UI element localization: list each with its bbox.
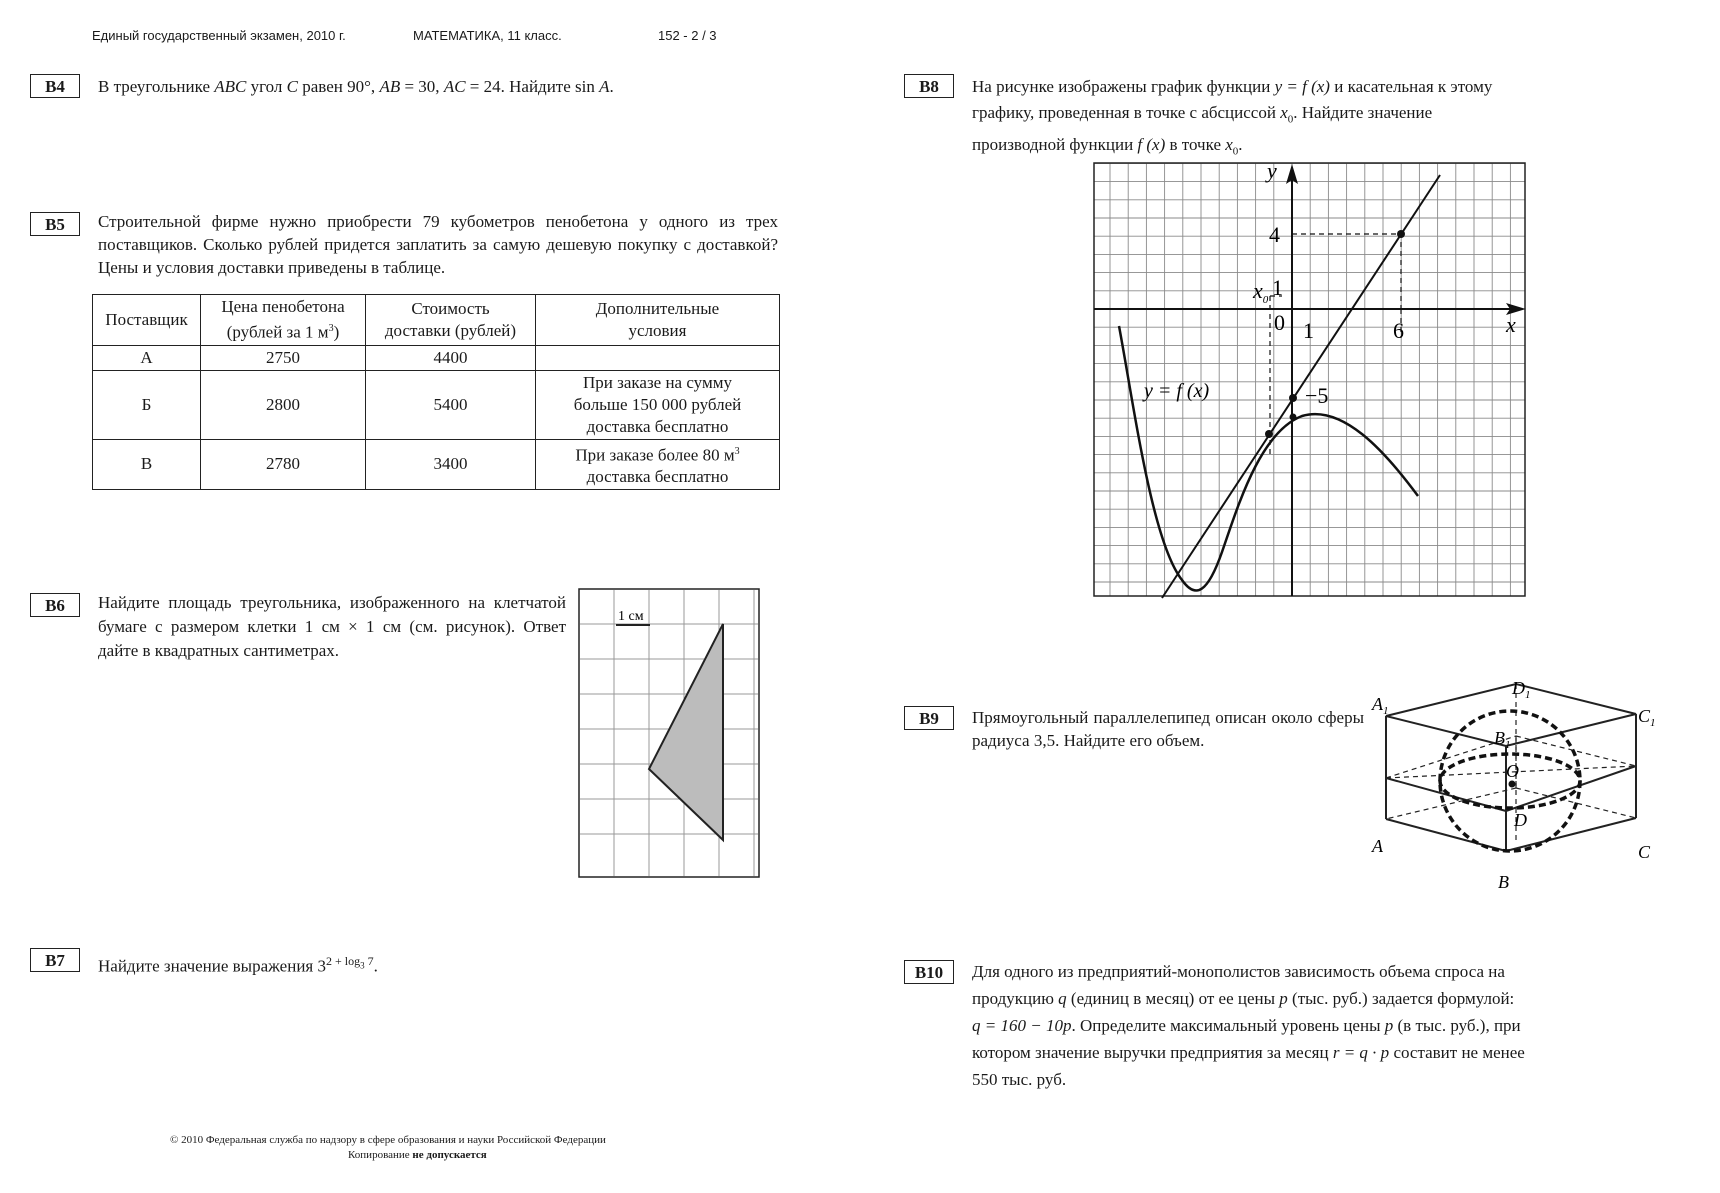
col-supplier: Поставщик	[93, 295, 201, 346]
table-header-row	[93, 295, 780, 346]
b10-line3: q = 160 − 10p. Определите максимальный уровень цены p (в тыс. руб.), при	[972, 1016, 1521, 1035]
b8-line1: На рисунке изображены график функции y = f (x) и касательная к этому	[972, 77, 1493, 96]
vertex-B: B	[1498, 872, 1509, 892]
b10-line5: 550 тыс. руб.	[972, 1070, 1067, 1089]
delivery-cell: 4400	[366, 345, 536, 370]
curve-y-point	[1290, 414, 1297, 421]
x-axis-label: x	[1506, 312, 1516, 337]
b5-text: Строительной фирме нужно приобрести 79 кубометров пенобетона у одного из трех поставщиков. Сколько рублей придется заплатить за самую дешевую покупку с доставкой? Цены и условия доставки приведены в таблице.	[98, 212, 778, 277]
col-price: Цена пенобетона (рублей за 1 $м^3$)	[201, 295, 366, 346]
header-page: 152 - 2 / 3	[658, 28, 717, 43]
tangent-point	[1265, 430, 1273, 438]
b6-grid-figure	[578, 588, 760, 878]
col-delivery: Стоимость доставки (рублей)	[366, 295, 536, 346]
conditions-cell	[536, 345, 780, 370]
supplier-table	[92, 294, 780, 490]
b10-line1: Для одного из предприятий-монополистов зависимость объема спроса на	[972, 962, 1505, 981]
b9-text: Прямоугольный параллелепипед описан около сферы радиуса 3,5. Найдите его объем.	[972, 708, 1364, 750]
supplier-name: Б	[93, 370, 201, 439]
table-row	[93, 345, 780, 370]
vertex-D1: $D_1$	[1512, 678, 1531, 701]
b6-scale-label: 1 см	[618, 609, 644, 624]
label-x1: 1	[1303, 318, 1314, 343]
label-6: 6	[1393, 318, 1404, 343]
center-O: O	[1506, 761, 1519, 781]
b8-tag: B8	[904, 74, 954, 98]
price-cell: 2780	[201, 439, 366, 490]
point-6-4	[1397, 230, 1405, 238]
sphere-center	[1509, 781, 1516, 788]
b7-text: Найдите значение выражения $3^{2 + log_3 7}$.	[98, 954, 378, 976]
b7-tag: B7	[30, 948, 80, 972]
y-axis-label: y	[1267, 160, 1277, 183]
delivery-cell: 5400	[366, 370, 536, 439]
b5-tag: B5	[30, 212, 80, 236]
vertex-A1: $A_1$	[1372, 694, 1389, 717]
supplier-name: А	[93, 345, 201, 370]
supplier-name: В	[93, 439, 201, 490]
b6-tag: B6	[30, 593, 80, 617]
label-x0: $x_0$	[1253, 278, 1269, 306]
vertex-D: D	[1514, 810, 1527, 830]
table-row	[93, 439, 780, 490]
vertex-C1: $C_1$	[1638, 706, 1656, 729]
function-label: y = f (x)	[1144, 380, 1210, 402]
col-extra: Дополнительные условия	[536, 295, 780, 346]
footer-copyright: © 2010 Федеральная служба по надзору в сфере образования и науки Российской Федерации	[170, 1134, 606, 1146]
vertex-A: A	[1372, 836, 1383, 856]
header-subject: МАТЕМАТИКА, 11 класс.	[413, 28, 562, 43]
vertex-C: C	[1638, 842, 1651, 862]
b9-parallelepiped-figure	[1370, 676, 1660, 902]
b9-tag: B9	[904, 706, 954, 730]
b8-function-graph	[1092, 160, 1528, 600]
label-minus5: −5	[1305, 383, 1329, 408]
label-4: 4	[1269, 222, 1280, 247]
header-exam: Единый государственный экзамен, 2010 г.	[92, 28, 346, 43]
b10-tag: B10	[904, 960, 954, 984]
b6-text: Найдите площадь треугольника, изображенного на клетчатой бумаге с размером клетки 1 см × 1 см (см. рисунок). Ответ дайте в квадратных сантиметрах.	[98, 593, 566, 660]
function-curve	[1119, 326, 1418, 591]
price-cell: 2750	[201, 345, 366, 370]
label-1: 1	[1272, 275, 1283, 300]
b8-text	[972, 74, 1652, 165]
vertex-B1: $B_1$	[1494, 728, 1511, 751]
b8-line2: графику, проведенная в точке с абсциссой $x_0$. Найдите значение	[972, 103, 1433, 126]
b10-line4: котором значение выручки предприятия за месяц r = q · p составит не менее	[972, 1043, 1525, 1062]
footer-copy-note: Копирование не допускается	[348, 1149, 487, 1161]
b6-triangle	[649, 624, 723, 840]
delivery-cell: 3400	[366, 439, 536, 490]
conditions-cell: При заказе на сумму больше 150 000 рублей доставка бесплатно	[536, 370, 780, 439]
b4-tag: B4	[30, 74, 80, 98]
b4-text: В треугольнике ABC угол C равен 90°, AB = 30, AC = 24. Найдите sin A.	[98, 77, 614, 96]
conditions-cell: При заказе более 80 $м^3$ доставка бесплатно	[536, 439, 780, 490]
b8-line3: производной функции f (x) в точке $x_0$.	[972, 135, 1243, 158]
price-cell: 2800	[201, 370, 366, 439]
b10-text	[972, 958, 1652, 1093]
b10-line2: продукцию q (единиц в месяц) от ее цены p (тыс. руб.) задается формулой:	[972, 989, 1515, 1008]
y-intercept-point	[1289, 394, 1297, 402]
table-row	[93, 370, 780, 439]
label-0: 0	[1274, 310, 1285, 335]
